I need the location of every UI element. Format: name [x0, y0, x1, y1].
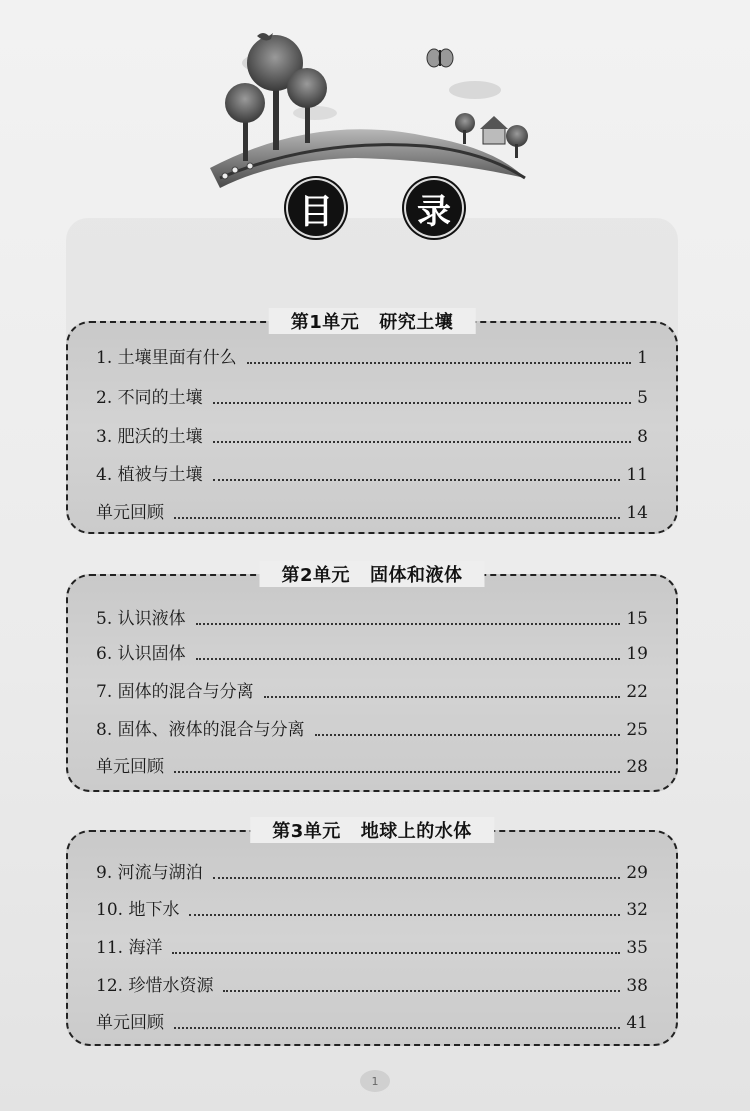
toc-entry-page: 15 [626, 609, 648, 629]
leader-dots [213, 877, 621, 879]
toc-entry-label: 6. 认识固体 [96, 644, 186, 664]
toc-entry[interactable] [96, 500, 648, 524]
toc-entry[interactable] [96, 754, 648, 778]
unit-1-panel [66, 312, 678, 534]
toc-entry-page: 35 [626, 938, 648, 958]
unit-3-number: 第3单元 [272, 821, 341, 842]
title-char-1: 目 [288, 180, 344, 236]
toc-entry[interactable] [96, 385, 648, 409]
leader-dots [172, 952, 620, 954]
toc-entry[interactable] [96, 973, 648, 997]
leader-dots [196, 623, 621, 625]
toc-entry[interactable] [96, 679, 648, 703]
title-char-2: 录 [406, 180, 462, 236]
toc-entry[interactable] [96, 1010, 648, 1034]
toc-entry-label: 12. 珍惜水资源 [96, 976, 214, 996]
leader-dots [174, 517, 620, 519]
unit-3-name: 地球上的水体 [360, 821, 472, 842]
toc-entry-label: 11. 海洋 [96, 938, 163, 958]
toc-entry-label: 5. 认识液体 [96, 609, 186, 629]
toc-entry-label: 7. 固体的混合与分离 [96, 682, 254, 702]
toc-entry-label: 10. 地下水 [96, 900, 180, 920]
toc-entry-label: 8. 固体、液体的混合与分离 [96, 720, 305, 740]
toc-entry-label: 1. 土壤里面有什么 [96, 348, 237, 368]
unit-1-title [269, 308, 476, 334]
toc-entry[interactable] [96, 935, 648, 959]
toc-entry-page: 41 [626, 1013, 648, 1033]
leader-dots [223, 990, 620, 992]
toc-entry[interactable] [96, 424, 648, 448]
toc-entry[interactable] [96, 606, 648, 630]
toc-entry-page: 11 [626, 465, 648, 485]
leader-dots [213, 441, 632, 443]
toc-entry-page: 5 [637, 388, 648, 408]
unit-2-number: 第2单元 [281, 565, 351, 586]
toc-entry-page: 22 [626, 682, 648, 702]
toc-entry[interactable] [96, 641, 648, 665]
leader-dots [264, 696, 621, 698]
toc-entry[interactable] [96, 462, 648, 486]
toc-entry-page: 19 [626, 644, 648, 664]
toc-entry-label: 单元回顾 [96, 757, 164, 777]
leader-dots [174, 771, 620, 773]
toc-entry-label: 2. 不同的土壤 [96, 388, 203, 408]
toc-entry-page: 29 [626, 863, 648, 883]
toc-entry-label: 3. 肥沃的土壤 [96, 427, 203, 447]
toc-entry-page: 32 [626, 900, 648, 920]
unit-1-name: 研究土壤 [379, 312, 454, 333]
leader-dots [189, 914, 620, 916]
unit-2-title [259, 561, 484, 587]
toc-entry[interactable] [96, 860, 648, 884]
hill-with-trees-illustration [195, 18, 555, 193]
leader-dots [247, 362, 632, 364]
unit-2-name: 固体和液体 [370, 565, 463, 586]
toc-entry-page: 1 [637, 348, 648, 368]
leader-dots [213, 402, 632, 404]
toc-entry-page: 25 [626, 720, 648, 740]
toc-entry[interactable] [96, 345, 648, 369]
unit-2-panel [66, 565, 678, 792]
toc-entry-page: 14 [626, 503, 648, 523]
toc-entry[interactable] [96, 897, 648, 921]
unit-1-number: 第1单元 [290, 312, 360, 333]
unit-3-panel [66, 821, 678, 1046]
unit-3-title [250, 817, 494, 843]
toc-entry-label: 单元回顾 [96, 1013, 164, 1033]
toc-entry-label: 4. 植被与土壤 [96, 465, 203, 485]
toc-entry-label: 9. 河流与湖泊 [96, 863, 203, 883]
toc-title [0, 180, 750, 240]
toc-entry-page: 8 [637, 427, 648, 447]
toc-entry-label: 单元回顾 [96, 503, 164, 523]
toc-entry-page: 38 [626, 976, 648, 996]
leader-dots [315, 734, 621, 736]
page-number: 1 [360, 1070, 390, 1092]
toc-entry-page: 28 [626, 757, 648, 777]
leader-dots [213, 479, 621, 481]
leader-dots [196, 658, 621, 660]
leader-dots [174, 1027, 620, 1029]
toc-entry[interactable] [96, 717, 648, 741]
